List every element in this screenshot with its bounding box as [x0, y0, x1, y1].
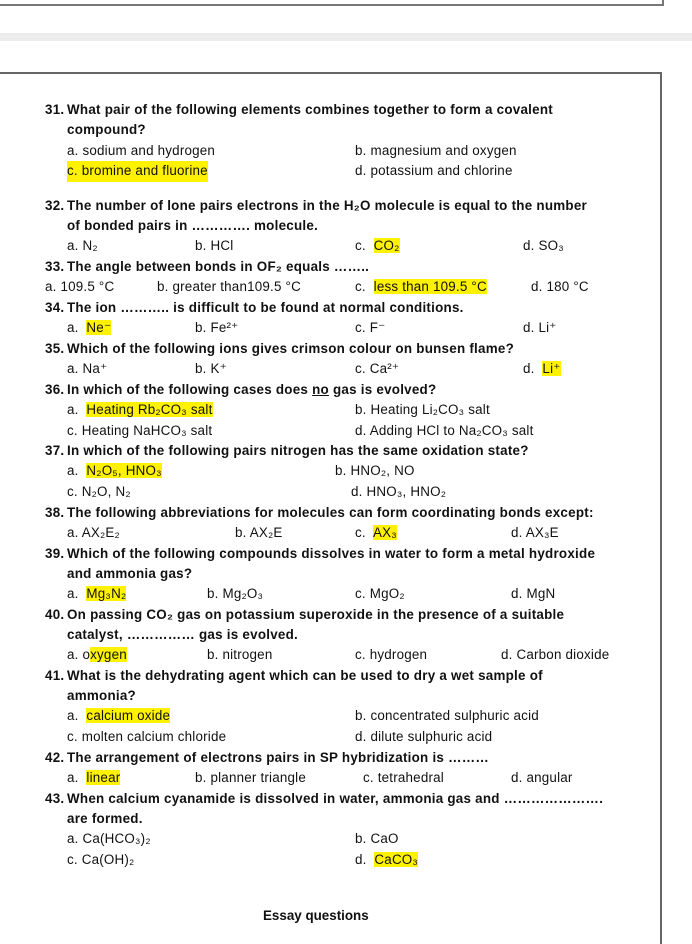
option-d[interactable]: d. Carbon dioxide [501, 647, 610, 663]
answer-highlight: CaCO₃ [374, 851, 419, 867]
page-separator [0, 33, 692, 41]
option-b[interactable]: b. HCl [195, 238, 234, 254]
options-row [45, 523, 635, 544]
options-row [45, 768, 635, 789]
option-d[interactable]: d. Adding HCl to Na₂CO₃ salt [355, 422, 534, 438]
option-b[interactable]: b. planner triangle [195, 769, 306, 785]
answer-highlight: calcium oxide [86, 708, 171, 724]
options-row [45, 236, 635, 257]
essay-section-heading: Essay questions [263, 908, 369, 923]
option-d[interactable]: d. dilute sulphuric acid [355, 729, 493, 745]
answer-highlight: N₂O₅, HNO₃ [86, 463, 162, 479]
previous-page-frame [0, 0, 664, 6]
question-35: 35. Which of the following ions gives crimson colour on bunsen flame? [45, 340, 515, 356]
option-b[interactable]: b. magnesium and oxygen [355, 142, 517, 158]
option-b[interactable]: b. K⁺ [195, 361, 227, 377]
option-b[interactable]: b. Fe²⁺ [195, 320, 239, 336]
question-41: 41. What is the dehydrating agent which can be used to dry a wet sample of ammonia? [45, 667, 543, 704]
option-d[interactable]: d. HNO₃, HNO₂ [351, 484, 447, 500]
options-row [45, 141, 635, 162]
option-c[interactable]: c. Ca(OH)₂ [67, 851, 135, 867]
option-c[interactable]: c. AX₃ [355, 524, 397, 540]
option-a[interactable]: a. N₂O₅, HNO₃ [67, 463, 162, 479]
question-34: 34. The ion ……….. is difficult to be found at normal conditions. [45, 299, 464, 315]
option-b[interactable]: b. greater than109.5 °C [157, 279, 301, 295]
option-a[interactable]: a. calcium oxide [67, 708, 171, 724]
question-39: 39. Which of the following compounds dissolves in water to form a metal hydroxide and ammonia gas? [45, 545, 596, 581]
answer-highlight: Mg₃N₂ [86, 586, 127, 602]
option-d[interactable]: d. Li⁺ [523, 320, 557, 336]
options-row [45, 584, 635, 605]
option-a[interactable]: a. Ca(HCO₃)₂ [67, 831, 151, 847]
option-b[interactable]: b. CaO [355, 831, 399, 847]
option-a[interactable]: a. Heating Rb₂CO₃ salt [67, 401, 213, 417]
question-42: 42. The arrangement of electrons pairs in SP hybridization is ……… [45, 749, 490, 765]
options-row [45, 645, 635, 666]
answer-highlight: Ne⁻ [86, 320, 112, 336]
option-b[interactable]: b. nitrogen [207, 647, 273, 663]
options-row [45, 727, 635, 748]
option-c[interactable]: c. molten calcium chloride [67, 729, 227, 745]
question-31: 31. What pair of the following elements combines together to form a covalent compound? [45, 102, 553, 138]
option-a[interactable]: a. sodium and hydrogen [67, 142, 216, 158]
option-a[interactable]: a. Ne⁻ [67, 320, 112, 336]
option-a[interactable]: a. Mg₃N₂ [67, 586, 127, 602]
option-d[interactable]: d. AX₃E [511, 524, 559, 540]
question-37: 37. In which of the following pairs nitrogen has the same oxidation state? [45, 443, 529, 459]
option-c[interactable]: c. less than 109.5 °C [355, 279, 487, 295]
option-b[interactable]: b. Mg₂O₃ [207, 586, 264, 602]
options-row [45, 461, 635, 482]
option-d[interactable]: d. potassium and chlorine [355, 163, 513, 179]
answer-highlight: AX₃ [372, 524, 397, 540]
question-36: 36. In which of the following cases does no gas is evolved? [45, 381, 437, 397]
options-row [45, 706, 635, 727]
answer-highlight: xygen [90, 647, 127, 663]
option-d[interactable]: d. 180 °C [531, 279, 589, 295]
option-c[interactable]: c. hydrogen [355, 647, 428, 663]
question-38: 38. The following abbreviations for molecules can form coordinating bonds except: [45, 504, 594, 520]
option-d[interactable]: d. angular [511, 769, 573, 785]
question-43: 43. When calcium cyanamide is dissolved in water, ammonia gas and …………………. are formed. [45, 790, 604, 826]
options-row [45, 829, 635, 850]
option-d[interactable]: d. SO₃ [523, 238, 564, 254]
option-c[interactable]: c. CO₂ [355, 238, 400, 254]
answer-highlight: linear [86, 769, 121, 785]
answer-highlight: Li⁺ [542, 361, 561, 377]
option-a[interactable]: a. N₂ [67, 238, 98, 254]
option-c[interactable]: c. MgO₂ [355, 586, 405, 602]
options-row [45, 359, 635, 380]
option-c[interactable]: c. Heating NaHCO₃ salt [67, 422, 213, 438]
option-b[interactable]: b. concentrated sulphuric acid [355, 708, 539, 724]
option-c-answer[interactable]: c. bromine and fluorine [67, 161, 208, 182]
option-a[interactable]: a. 109.5 °C [45, 279, 115, 295]
option-a[interactable]: a. linear [67, 769, 121, 785]
option-d[interactable]: d. Li⁺ [523, 361, 561, 377]
option-b[interactable]: b. AX₂E [235, 524, 283, 540]
option-a[interactable]: a. oxygen [67, 647, 127, 663]
option-b[interactable]: b. Heating Li₂CO₃ salt [355, 401, 490, 417]
option-c[interactable]: c. Ca²⁺ [355, 361, 400, 377]
answer-highlight: Heating Rb₂CO₃ salt [86, 401, 213, 417]
answer-highlight: CO₂ [373, 238, 400, 254]
option-c[interactable]: c. F⁻ [355, 320, 386, 336]
options-row [45, 318, 635, 339]
options-row [45, 421, 635, 442]
option-a[interactable]: a. AX₂E₂ [67, 524, 120, 540]
questions-list [45, 100, 635, 870]
question-32: 32. The number of lone pairs electrons in the H₂O molecule is equal to the number of bonded pairs in …………. molecule. [45, 197, 587, 234]
answer-highlight: less than 109.5 °C [373, 279, 487, 295]
option-a[interactable]: a. Na⁺ [67, 361, 108, 377]
option-c[interactable]: c. N₂O, N₂ [67, 484, 131, 500]
question-33: 33. The angle between bonds in OF₂ equals …….. [45, 258, 370, 274]
option-c[interactable]: c. tetrahedral [363, 769, 444, 785]
options-row [45, 482, 635, 503]
options-row [45, 161, 635, 182]
options-row [45, 400, 635, 421]
option-d[interactable]: d. MgN [511, 586, 556, 602]
exam-page [0, 72, 662, 944]
option-b[interactable]: b. HNO₂, NO [335, 463, 415, 479]
question-40: 40. On passing CO₂ gas on potassium superoxide in the presence of a suitable catalyst, …………… gas is evolved. [45, 606, 565, 642]
options-row [45, 277, 635, 298]
option-d[interactable]: d. CaCO₃ [355, 851, 419, 867]
options-row [45, 850, 635, 871]
